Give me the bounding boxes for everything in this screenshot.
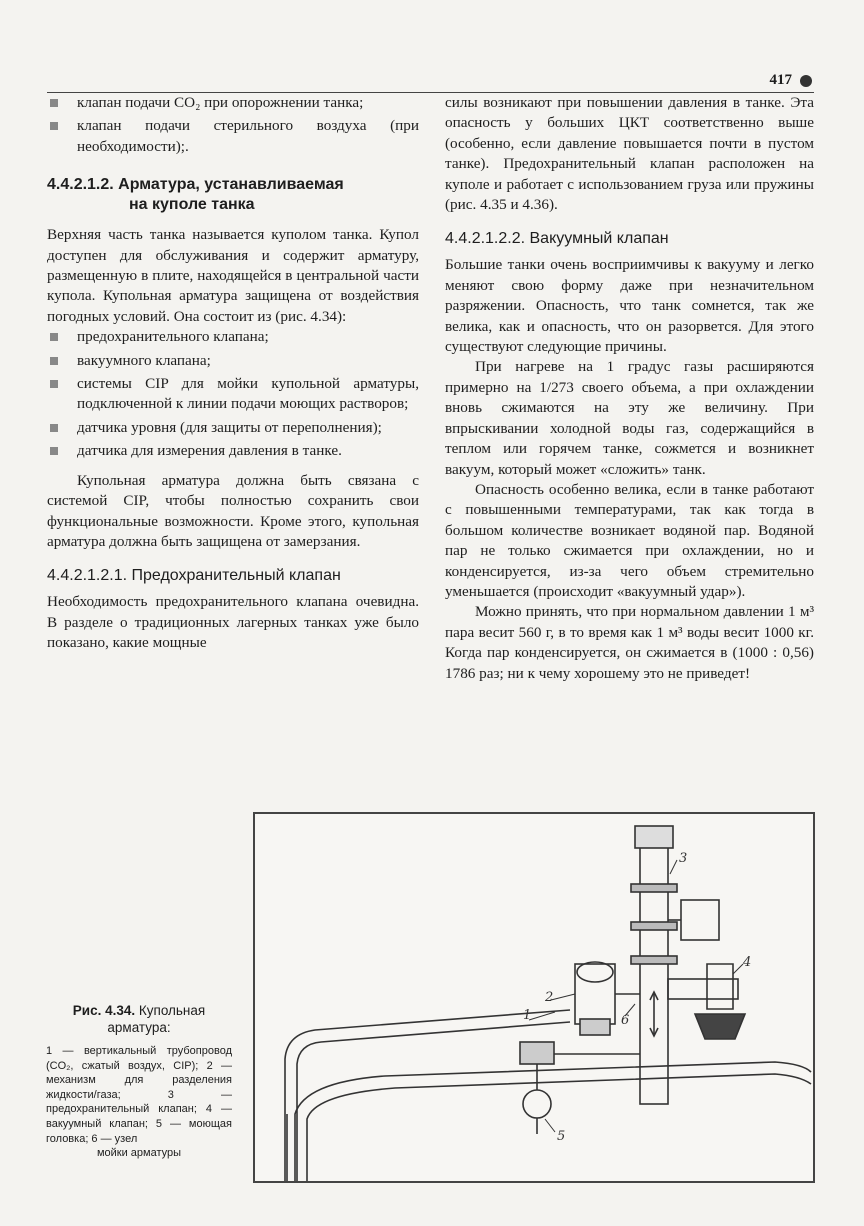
tank-dome-outer: [295, 1062, 811, 1181]
caption-title-text: Купольная арматура:: [107, 1003, 206, 1035]
paragraph: Можно принять, что при нормальном давлении 1 м³ пара весит 560 г, в то время как 1 м³ воды весит 1000 кг. Когда пар конденсируется, он сжимается в (1000 : 0,56) 1786 раз; ни к чему хорошему это не приведет!: [445, 603, 814, 682]
paragraph: Опасность особенно велика, если в танке работают с повышенными температурами, так как тогда в большом количестве возникает водяной пар. Водяной пар не только сжимается при охлаждении, но и конденсируется, из-за чего объем стремительно уменьшается (происходит «вакуумный удар»).: [445, 480, 814, 600]
subsection-heading: 4.4.2.1.2.1. Предохранительный клапан: [47, 567, 341, 585]
paragraph: При нагреве на 1 градус газы расширяются примерно на 1/273 своего объема, а при охлаждении вновь сжимаются на эту же величину. При впрыскивании холодной воды газ, содержащийся в теплом или горячем танке, сожмется и возникнет вакуум, который может «сложить» танк.: [445, 358, 814, 478]
section-heading-line1: 4.4.2.1.2. Арматура, устанавливаемая: [47, 176, 344, 194]
vacuum-valve: [707, 964, 733, 1009]
tank-dome-inner: [307, 1074, 811, 1181]
left-column: [47, 93, 419, 654]
callout-2: 2: [545, 990, 554, 1005]
cip-unit: [520, 1042, 554, 1064]
callout-3: 3: [679, 851, 688, 866]
list-item: системы CIP для мойки купольной арматуры, подключенной к линии подачи моющих растворов;: [47, 374, 419, 415]
list-item: клапан подачи CO₂ при опорожнении танка;: [47, 93, 419, 113]
right-column: [445, 93, 814, 684]
safety-valve-box: [681, 900, 719, 940]
list-item: предохранительного клапана;: [47, 327, 419, 347]
bullet-list-top: [47, 93, 419, 157]
page-number: 417: [769, 72, 792, 88]
figure-dome-fittings: [253, 812, 815, 1183]
section-heading-line2: на куполе танка: [129, 196, 255, 214]
caption-label: Рис. 4.34.: [72, 1003, 136, 1018]
paragraph: Купольная арматура должна быть связана с системой CIP, чтобы полностью сохранить свои функциональные возможности. Кроме этого, купольная арматура должна быть защищена от замерзания.: [47, 471, 419, 550]
caption-body: [46, 1044, 232, 1161]
section-heading: [47, 175, 419, 215]
figure-caption: [46, 1002, 232, 1161]
paragraph: Необходимость предохранительного клапана очевидна. В разделе о традиционных лагерных танках уже было показано, какие мощные: [47, 593, 419, 652]
list-item: датчика уровня (для защиты от переполнения);: [47, 418, 419, 438]
list-item: клапан подачи стерильного воздуха (при необходимости);.: [47, 116, 419, 157]
separator: [575, 964, 615, 1024]
callout-6: 6: [621, 1013, 630, 1028]
callout-1: 1: [523, 1008, 532, 1023]
list-item: вакуумного клапана;: [47, 351, 419, 371]
list-item: датчика для измерения давления в танке.: [47, 441, 419, 461]
paragraph: Большие танки очень восприимчивы к вакууму и легко меняют свою форму даже при незначительном разряжении. Опасность, что танк сомнется, так же велика, как и опасность, что он разорвется. Для этого существуют следующие причины.: [445, 256, 814, 356]
callout-5: 5: [557, 1129, 566, 1144]
caption-legend: 1 — вертикальный трубопровод (CO₂, сжатый воздух, CIP); 2 — механизм для разделения жидкости/газа; 3 — предохранительный клапан; 4 — вакуумный клапан; 5 — моющая головка; 6 — узел: [46, 1045, 232, 1145]
cleaning-head: [523, 1090, 551, 1118]
caption-title: [46, 1002, 232, 1036]
callout-4: 4: [743, 955, 752, 970]
bullet-list-components: [47, 327, 419, 461]
pipe-1: [285, 1010, 570, 1181]
page-header: [47, 72, 814, 93]
subsection-heading: 4.4.2.1.2.2. Вакуумный клапан: [445, 230, 669, 248]
paragraph: Верхняя часть танка называется куполом танка. Купол доступен для обслуживания и содержит арматуру, размещенную в плите, находящейся в центральной части купола. Купольная арматура защищена от воздействия погодных условий. Она состоит из (рис. 4.34):: [47, 226, 419, 325]
paragraph: силы возникают при повышении давления в танке. Эта опасность у больших ЦКТ соответственно выше (особенно, если давление повышается почти в пустом танке). Предохранительный клапан расположен на куполе и работает с использованием груза или пружины (рис. 4.35 и 4.36).: [445, 94, 814, 214]
dome-fittings-drawing: [255, 814, 813, 1181]
vertical-riser: [640, 844, 668, 1104]
page-mark-icon: [800, 75, 812, 87]
caption-legend-end: мойки арматуры: [96, 1147, 182, 1160]
